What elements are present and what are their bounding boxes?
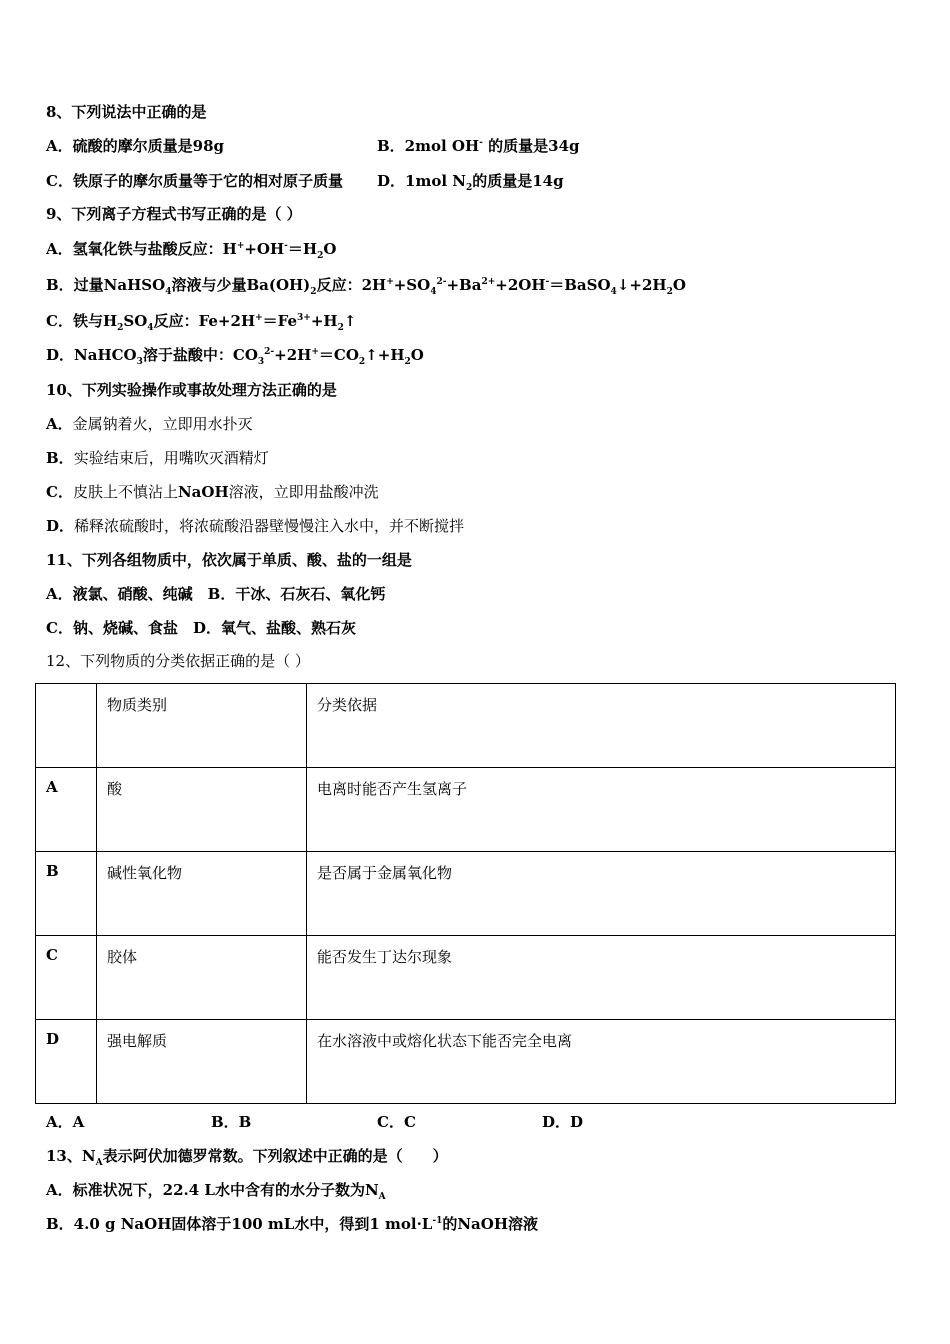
q12-option-b: B．B [211, 1113, 252, 1131]
q9-option-c: C．铁与$H_2SO_4$反应：$Fe+2H^+=Fe^{3+}+H_2↑$ [46, 312, 357, 333]
q13-option-b: B．4.0 g NaOH固体溶于100 mL水中，得到1 $mol\cdot L^{-1}$的NaOH溶液 [46, 1215, 539, 1233]
q12-option-d: D．D [542, 1113, 584, 1131]
q9-option-a: A．氢氧化铁与盐酸反应：$H^++OH^-=H_2O$ [46, 240, 337, 261]
table-row [36, 768, 896, 852]
q8-option-c: C．铁原子的摩尔质量等于它的相对原子质量 [46, 172, 343, 190]
q10-option-c: C．皮肤上不慎沾上NaOH溶液，立即用盐酸冲洗 [46, 483, 379, 501]
row-basis: 能否发生丁达尔现象 [307, 936, 896, 1020]
row-label: D [36, 1020, 97, 1104]
row-basis: 电离时能否产生氢离子 [307, 768, 896, 852]
q10-option-d: D．稀释浓硫酸时，将浓硫酸沿器壁慢慢注入水中，并不断搅拌 [46, 517, 465, 535]
table-row [36, 852, 896, 936]
q8-stem: 8、下列说法中正确的是 [46, 103, 207, 121]
q13-option-a: A．标准状况下，22.4 L水中含有的水分子数为$N_A$ [46, 1181, 386, 1202]
q13-stem: 13、$N_A$表示阿伏加德罗常数。下列叙述中正确的是（ ） [46, 1147, 448, 1168]
classification-table [35, 683, 896, 1104]
q10-stem: 10、下列实验操作或事故处理方法正确的是 [46, 381, 337, 399]
table-row [36, 936, 896, 1020]
row-basis: 在水溶液中或熔化状态下能否完全电离 [307, 1020, 896, 1104]
q9-option-b: B．过量NaHSO$_4$溶液与少量$Ba(OH)_2$反应：$2H^++SO_4^{2-}+Ba^{2+}+2OH^-=BaSO_4↓+2H_2O$ [46, 276, 686, 297]
q12-stem: 12、下列物质的分类依据正确的是（ ） [46, 652, 310, 670]
table-row [36, 684, 896, 768]
table-cell [36, 684, 97, 768]
row-category: 碱性氧化物 [97, 852, 307, 936]
row-label: A [36, 768, 97, 852]
q9-option-d: D．NaHCO$_3$溶于盐酸中：$CO_3^{2-}+2H^+=CO_2↑+H_2O$ [46, 346, 424, 367]
row-category: 强电解质 [97, 1020, 307, 1104]
q11-stem: 11、下列各组物质中，依次属于单质、酸、盐的一组是 [46, 551, 412, 569]
q9-stem: 9、下列离子方程式书写正确的是（ ） [46, 205, 302, 223]
row-label: B [36, 852, 97, 936]
q10-option-a: A．金属钠着火，立即用水扑灭 [46, 415, 253, 433]
row-category: 胶体 [97, 936, 307, 1020]
q11-options-ab: A．液氯、硝酸、纯碱 B．干冰、石灰石、氧化钙 [46, 585, 386, 603]
q10-option-b: B．实验结束后，用嘴吹灭酒精灯 [46, 449, 269, 467]
table-header-basis: 分类依据 [307, 684, 896, 768]
q8-option-a: A．硫酸的摩尔质量是98g [46, 137, 225, 155]
table-header-category: 物质类别 [97, 684, 307, 768]
q12-option-c: C．C [377, 1113, 416, 1131]
q8-option-b: B．2mol OH- 的质量是34g [377, 137, 580, 155]
row-basis: 是否属于金属氧化物 [307, 852, 896, 936]
table-row [36, 1020, 896, 1104]
q11-options-cd: C．钠、烧碱、食盐 D．氧气、盐酸、熟石灰 [46, 619, 356, 637]
q12-option-a: A．A [46, 1113, 85, 1131]
row-label: C [36, 936, 97, 1020]
q8-option-d: D．1mol $N_2$的质量是14g [377, 172, 564, 193]
row-category: 酸 [97, 768, 307, 852]
